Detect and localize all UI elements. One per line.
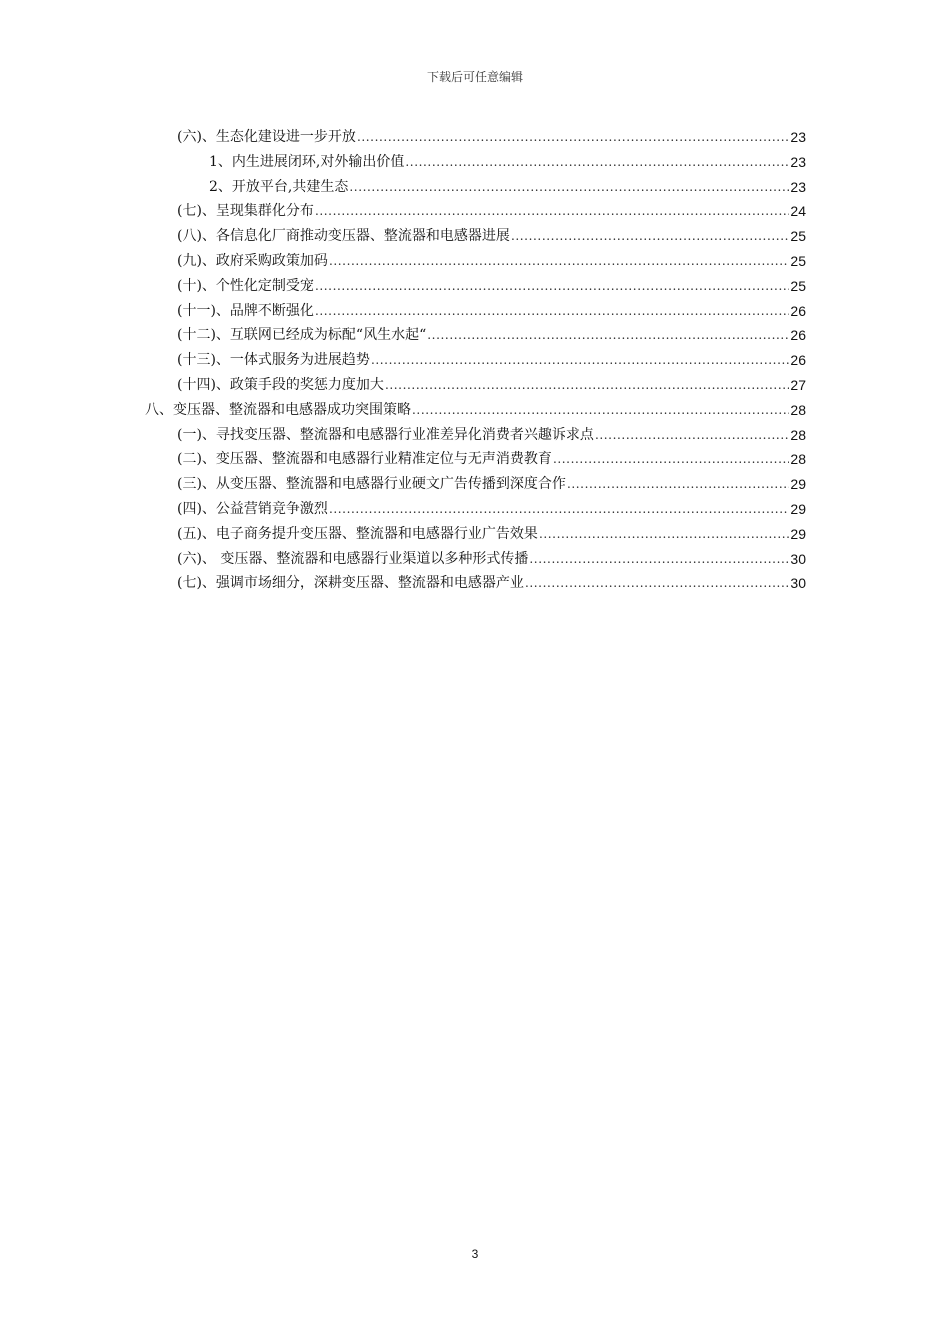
toc-entry-page: 29 [790, 501, 806, 517]
toc-entry[interactable] [177, 572, 806, 594]
toc-entry-title: (七)、强调市场细分，深耕变压器、整流器和电感器产业 [177, 575, 524, 592]
toc-dot-leader [567, 473, 789, 495]
toc-dot-leader [357, 126, 789, 148]
toc-entry[interactable] [177, 473, 806, 495]
toc-entry-title: 2、开放平台,共建生态 [209, 178, 349, 195]
toc-dot-leader [349, 176, 789, 198]
toc-entry[interactable] [145, 399, 806, 421]
toc-entry-page: 28 [790, 426, 806, 443]
toc-dot-leader [315, 200, 789, 222]
toc-entry[interactable] [177, 448, 806, 470]
toc-entry-page: 30 [790, 575, 806, 592]
toc-entry-page: 29 [790, 525, 806, 542]
toc-entry-title: (十四)、政策手段的奖惩力度加大 [177, 377, 384, 393]
toc-entry[interactable] [177, 374, 806, 396]
toc-entry-page: 28 [790, 401, 806, 418]
toc-dot-leader [315, 300, 789, 322]
toc-entry[interactable] [177, 300, 806, 322]
toc-entry-title: (十二)、互联网已经成为标配“风生水起“ [177, 327, 427, 344]
toc-dot-leader [595, 424, 789, 446]
toc-entry-title: (十一)、品牌不断强化 [177, 302, 314, 319]
toc-entry-page: 24 [790, 203, 806, 220]
toc-dot-leader [371, 349, 789, 371]
toc-entry-title: (九)、政府采购政策加码 [177, 253, 328, 269]
toc-entry-title: (六)、 变压器、整流器和电感器行业渠道以多种形式传播 [177, 550, 529, 567]
toc-dot-leader [329, 250, 789, 272]
toc-entry-title: 八、变压器、整流器和电感器成功突围策略 [145, 401, 411, 418]
toc-entry-title: (二)、变压器、整流器和电感器行业精准定位与无声消费教育 [177, 451, 552, 468]
toc-dot-leader [329, 498, 789, 520]
toc-entry-page: 23 [790, 178, 806, 195]
toc-entry-title: (五)、电子商务提升变压器、整流器和电感器行业广告效果 [177, 525, 538, 542]
toc-entry-page: 29 [790, 476, 806, 493]
toc-entry-page: 23 [790, 153, 806, 170]
toc-entry-page: 28 [790, 451, 806, 468]
page-header: 下载后可任意编辑 [426, 70, 523, 84]
toc-entry-page: 26 [790, 352, 806, 369]
toc-entry-title: (八)、各信息化厂商推动变压器、整流器和电感器进展 [177, 228, 510, 245]
toc-dot-leader [405, 151, 789, 173]
toc-entry[interactable] [177, 225, 806, 247]
toc-entry-title: (六)、生态化建设进一步开放 [177, 129, 356, 145]
toc-entry-title: (四)、公益营销竞争激烈 [177, 501, 328, 517]
toc-dot-leader [385, 374, 789, 396]
toc-entry[interactable] [177, 200, 806, 222]
toc-dot-leader [315, 275, 789, 297]
toc-entry-title: (十)、个性化定制受宠 [177, 277, 314, 294]
toc-entry-title: (三)、从变压器、整流器和电感器行业硬文广告传播到深度合作 [177, 476, 566, 493]
toc-dot-leader [529, 548, 789, 570]
toc-entry[interactable] [177, 498, 806, 520]
toc-dot-leader [539, 523, 789, 545]
toc-entry[interactable] [177, 523, 806, 545]
page-number: 3 [471, 1247, 479, 1261]
toc-entry[interactable] [177, 424, 806, 446]
toc-entry[interactable] [177, 126, 806, 148]
toc-dot-leader [427, 324, 789, 346]
toc-entry[interactable] [177, 548, 806, 570]
toc-dot-leader [511, 225, 789, 247]
toc-entry-page: 25 [790, 228, 806, 245]
toc-entry-page: 23 [790, 129, 806, 145]
toc-entry[interactable] [177, 275, 806, 297]
toc-dot-leader [525, 572, 789, 594]
toc-entry[interactable] [209, 151, 806, 173]
toc-entry-page: 30 [790, 550, 806, 567]
toc-entry-title: (十三)、一体式服务为进展趋势 [177, 352, 370, 369]
toc-entry-title: (七)、呈现集群化分布 [177, 203, 314, 220]
toc-entry-page: 25 [790, 253, 806, 269]
toc-entry[interactable] [177, 250, 806, 272]
toc-entry-title: 1、内生进展闭环,对外输出价值 [209, 153, 405, 170]
toc-entry-page: 25 [790, 277, 806, 294]
toc-entry[interactable] [177, 349, 806, 371]
toc-dot-leader [553, 448, 789, 470]
toc-dot-leader [412, 399, 789, 421]
toc-entry-page: 27 [790, 377, 806, 393]
toc-entry-page: 26 [790, 302, 806, 319]
toc-entry[interactable] [209, 176, 806, 198]
toc-entry[interactable] [177, 324, 806, 346]
toc-entry-page: 26 [790, 327, 806, 344]
toc-entry-title: (一)、寻找变压器、整流器和电感器行业准差异化消费者兴趣诉求点 [177, 426, 594, 443]
